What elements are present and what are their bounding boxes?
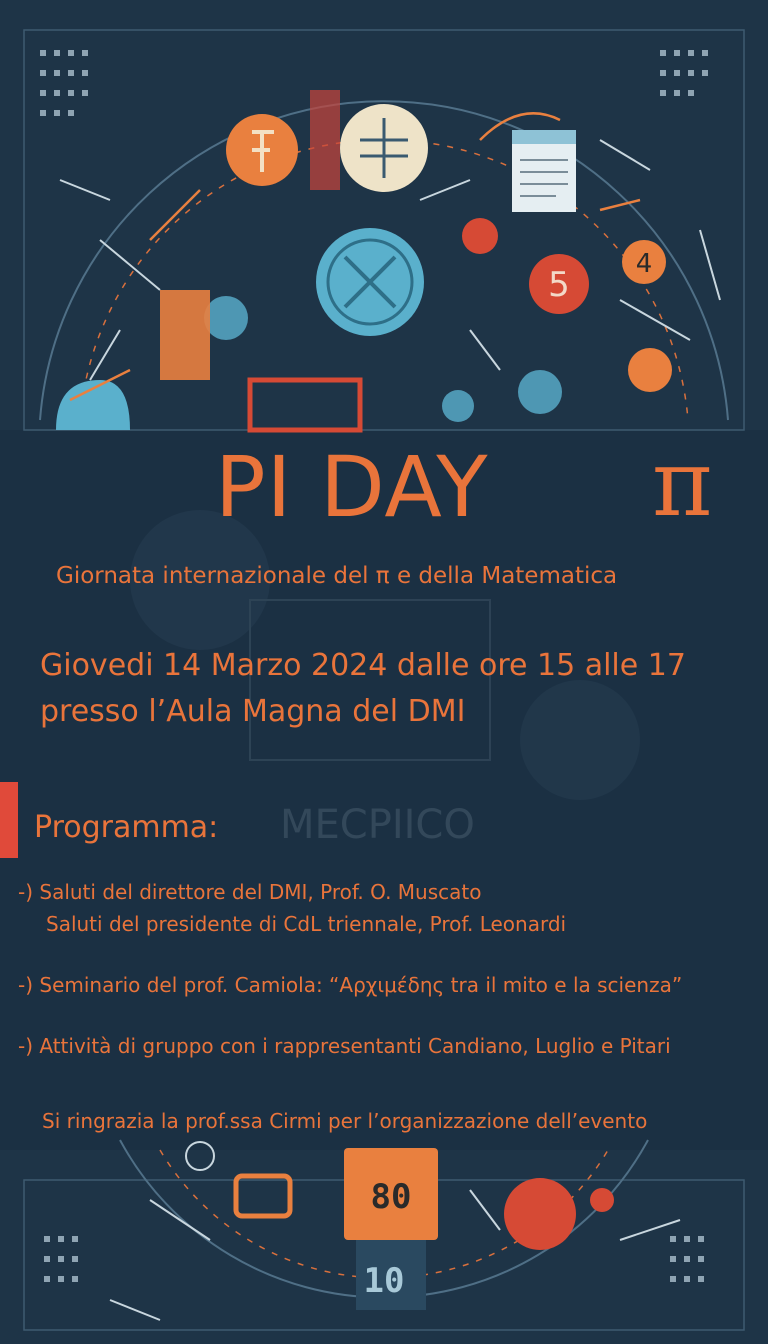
- event-date: Giovedi 14 Marzo 2024 dalle ore 15 alle 17: [40, 648, 686, 683]
- program-item: -) Saluti del direttore del DMI, Prof. O. Muscato: [18, 880, 482, 904]
- program-item: Saluti del presidente di CdL triennale, Prof. Leonardi: [46, 912, 567, 936]
- teal-circle-left: [204, 296, 248, 340]
- watermark-text: MECPIICO: [280, 802, 475, 848]
- event-place: presso l’Aula Magna del DMI: [40, 694, 466, 729]
- bubble-5-label: 5: [548, 265, 570, 305]
- acknowledgement: Si ringrazia la prof.ssa Cirmi per l’organizzazione dell’evento: [42, 1109, 648, 1133]
- orange-block: [160, 290, 210, 380]
- grid-marks-top-right: [660, 50, 708, 96]
- teal-circle-bottom: [442, 390, 474, 422]
- program-accent-bar: [0, 782, 18, 858]
- program-item: -) Attività di gruppo con i rappresentanti Candiano, Luglio e Pitari: [18, 1034, 671, 1058]
- tile-10-label: 10: [363, 1261, 405, 1301]
- event-subtitle: Giornata internazionale del π e della Matematica: [56, 563, 618, 589]
- red-frame: [250, 380, 360, 430]
- event-title: PI DAY: [215, 438, 489, 536]
- grid-marks-bottom-left: [44, 1236, 78, 1282]
- pi-symbol: π: [652, 430, 713, 537]
- tile-80-label: 80: [370, 1177, 412, 1217]
- program-item: -) Seminario del prof. Camiola: “Αρχιμέδης tra il mito e la scienza”: [18, 973, 683, 997]
- orange-frame-bottom: [236, 1176, 290, 1216]
- red-circle-bottom: [504, 1178, 576, 1250]
- orange-circle-bottom-right: [628, 348, 672, 392]
- bubble-4-label: 4: [635, 249, 653, 279]
- red-bars: [310, 90, 340, 190]
- program-heading: Programma:: [34, 810, 219, 845]
- grid-marks-top-left: [40, 50, 88, 116]
- red-circle-small: [462, 218, 498, 254]
- grid-marks-bottom-right: [670, 1236, 704, 1282]
- teal-circle-right: [518, 370, 562, 414]
